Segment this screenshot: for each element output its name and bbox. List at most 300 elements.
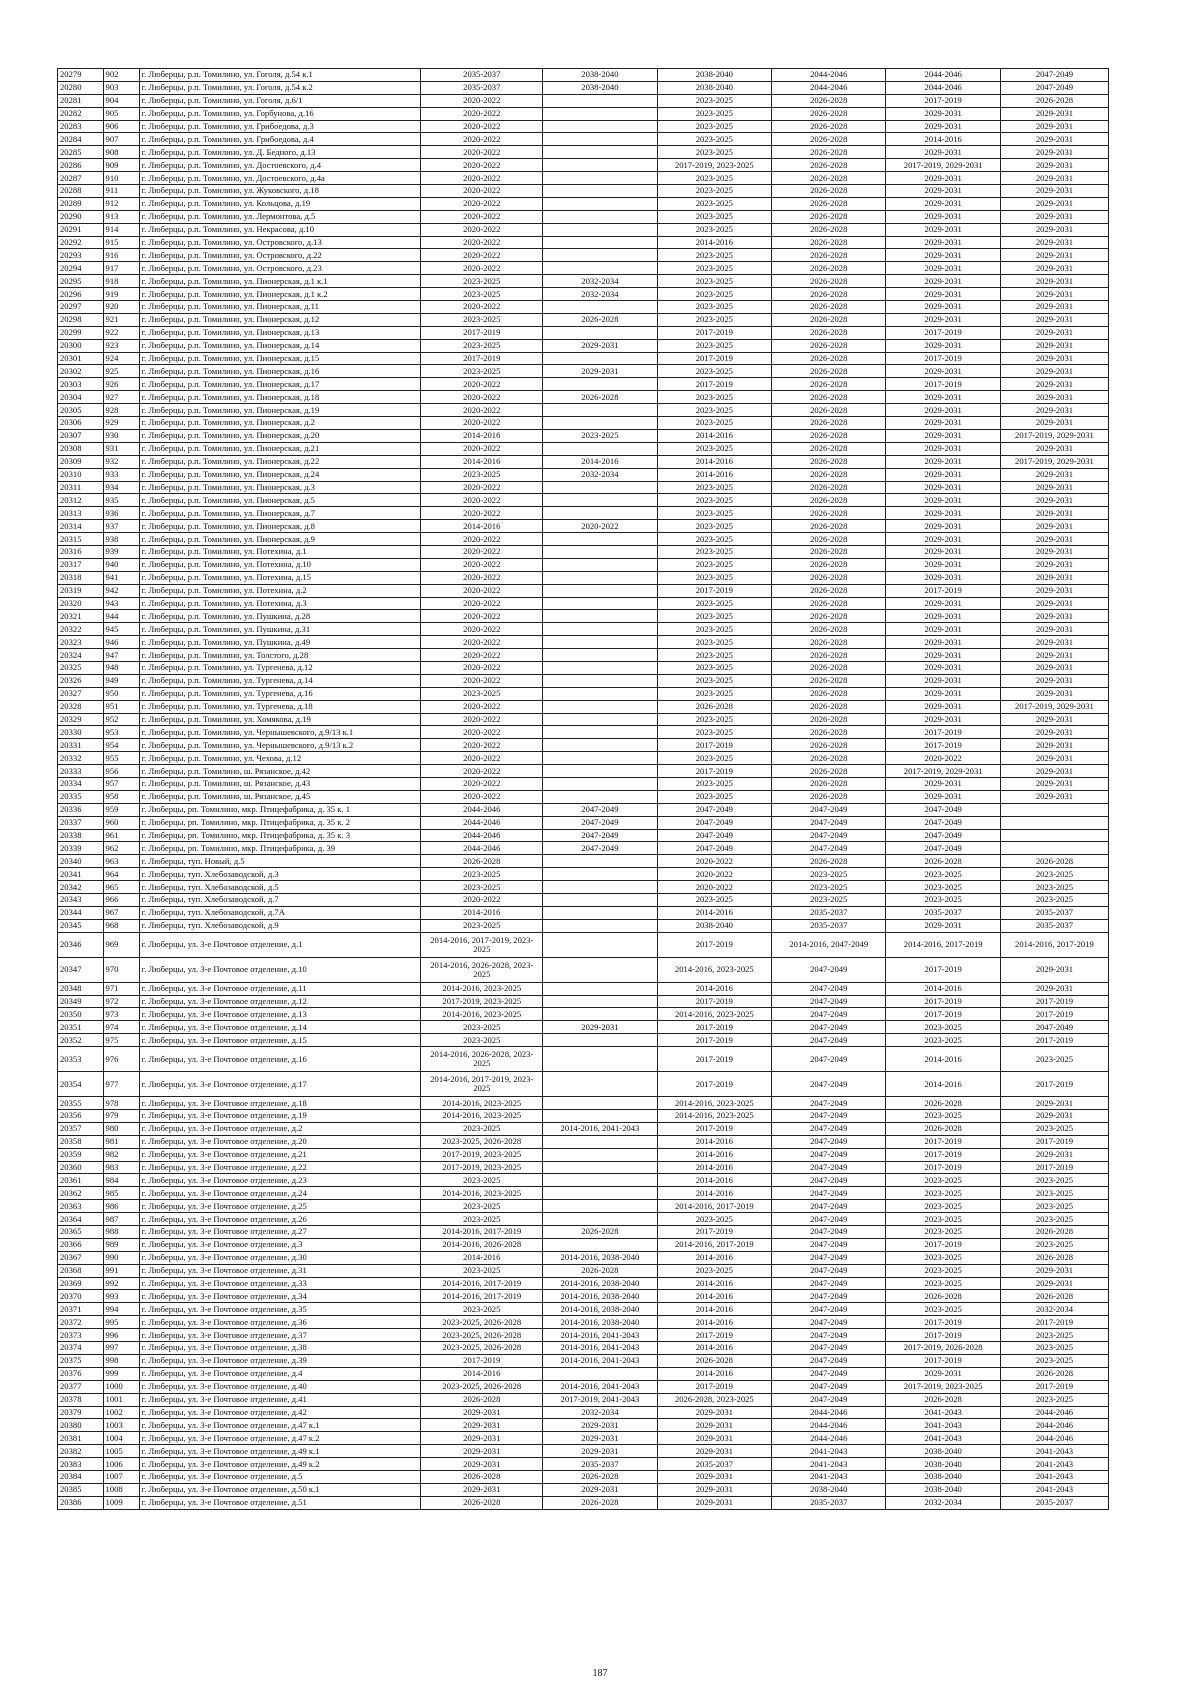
period-cell-6: 2014-2016, 2017-2019 — [1000, 932, 1108, 957]
period-cell-6: 2029-2031 — [1000, 223, 1108, 236]
period-cell-1: 2020-2022 — [421, 700, 543, 713]
address-cell: г. Люберцы, р.п. Томилино, ул. Пионерская, д.2 — [139, 417, 421, 430]
period-cell-3: 2023-2025 — [657, 339, 771, 352]
period-cell-1: 2020-2022 — [421, 765, 543, 778]
period-cell-6: 2017-2019 — [1000, 995, 1108, 1008]
period-cell-1: 2014-2016, 2023-2025 — [421, 1097, 543, 1110]
table-row — [58, 288, 1109, 301]
period-cell-3: 2026-2028, 2023-2025 — [657, 1393, 771, 1406]
table-row — [58, 1148, 1109, 1161]
period-cell-4: 2047-2049 — [772, 1200, 886, 1213]
address-cell: г. Люберцы, р.п. Томилино, ул. Горбунова, д.16 — [139, 107, 421, 120]
code-cell: 971 — [103, 982, 139, 995]
address-cell: г. Люберцы, р.п. Томилино, ул. Толстого, д.28 — [139, 649, 421, 662]
address-cell: г. Люберцы, р.п. Томилино, ул. Пионерская, д.21 — [139, 442, 421, 455]
table-row — [58, 378, 1109, 391]
period-cell-2 — [543, 107, 657, 120]
code-cell: 1005 — [103, 1445, 139, 1458]
period-cell-6: 2029-2031 — [1000, 1264, 1108, 1277]
code-cell: 958 — [103, 790, 139, 803]
period-cell-4: 2047-2049 — [772, 842, 886, 855]
period-cell-1: 2014-2016 — [421, 906, 543, 919]
period-cell-5: 2017-2019 — [886, 1135, 1000, 1148]
code-cell: 995 — [103, 1316, 139, 1329]
period-cell-2 — [543, 739, 657, 752]
address-cell: г. Люберцы, р.п. Томилино, ул. Пионерская, д.12 — [139, 313, 421, 326]
period-cell-3: 2023-2025 — [657, 1264, 771, 1277]
period-cell-1: 2044-2046 — [421, 816, 543, 829]
period-cell-5: 2029-2031 — [886, 533, 1000, 546]
period-cell-6: 2029-2031 — [1000, 391, 1108, 404]
period-cell-5: 2017-2019, 2026-2028 — [886, 1342, 1000, 1355]
period-cell-2 — [543, 442, 657, 455]
period-cell-2 — [543, 1161, 657, 1174]
address-cell: г. Люберцы, ул. 3-е Почтовое отделение, д.20 — [139, 1135, 421, 1148]
period-cell-2 — [543, 210, 657, 223]
period-cell-5: 2029-2031 — [886, 623, 1000, 636]
period-cell-3: 2023-2025 — [657, 752, 771, 765]
row-id-cell: 20290 — [58, 210, 104, 223]
code-cell: 902 — [103, 69, 139, 82]
row-id-cell: 20303 — [58, 378, 104, 391]
table-row — [58, 881, 1109, 894]
code-cell: 925 — [103, 365, 139, 378]
period-cell-2: 2029-2031 — [543, 1419, 657, 1432]
row-id-cell: 20345 — [58, 919, 104, 932]
period-cell-5: 2029-2031 — [886, 262, 1000, 275]
period-cell-5: 2029-2031 — [886, 520, 1000, 533]
period-cell-5: 2029-2031 — [886, 365, 1000, 378]
address-cell: г. Люберцы, р.п. Томилино, ул. Пионерская, д.1 к.2 — [139, 288, 421, 301]
period-cell-1: 2023-2025 — [421, 365, 543, 378]
period-cell-4: 2026-2028 — [772, 326, 886, 339]
period-cell-3: 2038-2040 — [657, 919, 771, 932]
period-cell-3: 2023-2025 — [657, 494, 771, 507]
period-cell-3: 2014-2016, 2023-2025 — [657, 1008, 771, 1021]
period-cell-4: 2026-2028 — [772, 94, 886, 107]
period-cell-1: 2017-2019, 2023-2025 — [421, 1161, 543, 1174]
period-cell-2: 2020-2022 — [543, 520, 657, 533]
code-cell: 933 — [103, 468, 139, 481]
period-cell-6: 2029-2031 — [1000, 1097, 1108, 1110]
row-id-cell: 20298 — [58, 313, 104, 326]
table-row — [58, 571, 1109, 584]
period-cell-4: 2047-2049 — [772, 1021, 886, 1034]
period-cell-4: 2026-2028 — [772, 661, 886, 674]
row-id-cell: 20330 — [58, 726, 104, 739]
row-id-cell: 20312 — [58, 494, 104, 507]
period-cell-6: 2029-2031 — [1000, 172, 1108, 185]
period-cell-2 — [543, 262, 657, 275]
period-cell-5: 2017-2019 — [886, 1008, 1000, 1021]
code-cell: 973 — [103, 1008, 139, 1021]
period-cell-2: 2014-2016, 2041-2043 — [543, 1354, 657, 1367]
address-cell: г. Люберцы, туп. Хлебозаводской, д.5 — [139, 881, 421, 894]
period-cell-6: 2044-2046 — [1000, 1406, 1108, 1419]
period-cell-4: 2026-2028 — [772, 133, 886, 146]
period-cell-6: 2029-2031 — [1000, 558, 1108, 571]
period-cell-5: 2014-2016 — [886, 982, 1000, 995]
period-cell-3: 2029-2031 — [657, 1496, 771, 1509]
address-cell: г. Люберцы, р.п. Томилино, ул. Потехина, д.2 — [139, 584, 421, 597]
period-cell-5: 2047-2049 — [886, 803, 1000, 816]
period-cell-1: 2023-2025, 2026-2028 — [421, 1135, 543, 1148]
code-cell: 941 — [103, 571, 139, 584]
period-cell-1: 2014-2016 — [421, 455, 543, 468]
period-cell-4: 2026-2028 — [772, 249, 886, 262]
period-cell-6: 2029-2031 — [1000, 185, 1108, 198]
period-cell-2 — [543, 726, 657, 739]
table-body — [58, 69, 1109, 1510]
period-cell-2: 2014-2016, 2038-2040 — [543, 1251, 657, 1264]
table-row — [58, 661, 1109, 674]
period-cell-3: 2014-2016 — [657, 1277, 771, 1290]
period-cell-2 — [543, 571, 657, 584]
row-id-cell: 20286 — [58, 159, 104, 172]
period-cell-1: 2029-2031 — [421, 1483, 543, 1496]
period-cell-1: 2020-2022 — [421, 249, 543, 262]
address-cell: г. Люберцы, р.п. Томилино, ул. Чернышевского, д.9/13 к.2 — [139, 739, 421, 752]
period-cell-6: 2029-2031 — [1000, 339, 1108, 352]
period-cell-3: 2014-2016 — [657, 1316, 771, 1329]
period-cell-2 — [543, 1148, 657, 1161]
code-cell: 981 — [103, 1135, 139, 1148]
period-cell-2 — [543, 752, 657, 765]
period-cell-4: 2038-2040 — [772, 1483, 886, 1496]
period-cell-3: 2023-2025 — [657, 481, 771, 494]
period-cell-1: 2014-2016, 2026-2028 — [421, 1238, 543, 1251]
period-cell-4: 2047-2049 — [772, 1329, 886, 1342]
table-row — [58, 1354, 1109, 1367]
period-cell-3: 2014-2016 — [657, 1290, 771, 1303]
period-cell-6: 2047-2049 — [1000, 81, 1108, 94]
row-id-cell: 20299 — [58, 326, 104, 339]
address-cell: г. Люберцы, р.п. Томилино, ул. Пионерская, д.3 — [139, 481, 421, 494]
period-cell-2 — [543, 1047, 657, 1072]
address-cell: г. Люберцы, ул. 3-е Почтовое отделение, д.41 — [139, 1393, 421, 1406]
period-cell-2 — [543, 1200, 657, 1213]
table-row — [58, 417, 1109, 430]
period-cell-2 — [543, 1238, 657, 1251]
address-cell: г. Люберцы, ул. 3-е Почтовое отделение, д.19 — [139, 1110, 421, 1123]
row-id-cell: 20332 — [58, 752, 104, 765]
period-cell-3: 2017-2019 — [657, 378, 771, 391]
address-cell: г. Люберцы, р.п. Томилино, ул. Тургенева, д.12 — [139, 661, 421, 674]
period-cell-3: 2020-2022 — [657, 881, 771, 894]
address-cell: г. Люберцы, р.п. Томилино, ул. Хомякова, д.19 — [139, 713, 421, 726]
row-id-cell: 20304 — [58, 391, 104, 404]
period-cell-3: 2038-2040 — [657, 81, 771, 94]
period-cell-2 — [543, 558, 657, 571]
period-cell-6: 2035-2037 — [1000, 1496, 1108, 1509]
period-cell-3: 2023-2025 — [657, 545, 771, 558]
period-cell-2 — [543, 700, 657, 713]
period-cell-4: 2026-2028 — [772, 210, 886, 223]
row-id-cell: 20381 — [58, 1432, 104, 1445]
code-cell: 994 — [103, 1303, 139, 1316]
period-cell-4: 2026-2028 — [772, 545, 886, 558]
period-cell-2 — [543, 146, 657, 159]
period-cell-2: 2014-2016, 2041-2043 — [543, 1329, 657, 1342]
period-cell-4: 2026-2028 — [772, 236, 886, 249]
table-row — [58, 1277, 1109, 1290]
table-row — [58, 1432, 1109, 1445]
table-row — [58, 507, 1109, 520]
period-cell-6: 2023-2025 — [1000, 1342, 1108, 1355]
table-row — [58, 1161, 1109, 1174]
row-id-cell: 20309 — [58, 455, 104, 468]
period-cell-6 — [1000, 842, 1108, 855]
period-cell-5: 2029-2031 — [886, 442, 1000, 455]
period-cell-2 — [543, 481, 657, 494]
period-cell-2: 2026-2028 — [543, 1496, 657, 1509]
table-row — [58, 1458, 1109, 1471]
row-id-cell: 20382 — [58, 1445, 104, 1458]
table-row — [58, 1445, 1109, 1458]
address-cell: г. Люберцы, ул. 3-е Почтовое отделение, д.38 — [139, 1342, 421, 1355]
code-cell: 997 — [103, 1342, 139, 1355]
address-cell: г. Люберцы, рп. Томилино, мкр. Птицефабрика, д. 35 к. 2 — [139, 816, 421, 829]
row-id-cell: 20325 — [58, 661, 104, 674]
table-row — [58, 146, 1109, 159]
period-cell-6: 2023-2025 — [1000, 1238, 1108, 1251]
period-cell-1: 2029-2031 — [421, 1432, 543, 1445]
period-cell-4: 2047-2049 — [772, 1034, 886, 1047]
address-cell: г. Люберцы, р.п. Томилино, ул. Некрасова, д.10 — [139, 223, 421, 236]
period-cell-1: 2014-2016, 2026-2028, 2023-2025 — [421, 957, 543, 982]
table-row — [58, 185, 1109, 198]
period-cell-5: 2023-2025 — [886, 868, 1000, 881]
row-id-cell: 20357 — [58, 1122, 104, 1135]
address-cell: г. Люберцы, ул. 3-е Почтовое отделение, д.26 — [139, 1213, 421, 1226]
period-cell-5: 2038-2040 — [886, 1458, 1000, 1471]
row-id-cell: 20359 — [58, 1148, 104, 1161]
address-cell: г. Люберцы, р.п. Томилино, ул. Пушкина, д.28 — [139, 610, 421, 623]
address-cell: г. Люберцы, ул. 3-е Почтовое отделение, д.21 — [139, 1148, 421, 1161]
period-cell-2: 2047-2049 — [543, 829, 657, 842]
period-cell-3: 2026-2028 — [657, 1354, 771, 1367]
period-cell-5: 2023-2025 — [886, 1277, 1000, 1290]
table-row — [58, 262, 1109, 275]
period-cell-1: 2020-2022 — [421, 533, 543, 546]
address-cell: г. Люберцы, р.п. Томилино, ул. Пионерская, д.24 — [139, 468, 421, 481]
address-cell: г. Люберцы, р.п. Томилино, ул. Пионерская, д.20 — [139, 429, 421, 442]
row-id-cell: 20349 — [58, 995, 104, 1008]
period-cell-1: 2020-2022 — [421, 159, 543, 172]
code-cell: 954 — [103, 739, 139, 752]
table-row — [58, 1419, 1109, 1432]
address-cell: г. Люберцы, р.п. Томилино, ул. Кольцова, д.19 — [139, 197, 421, 210]
period-cell-5: 2026-2028 — [886, 855, 1000, 868]
period-cell-4: 2026-2028 — [772, 765, 886, 778]
period-cell-2: 2029-2031 — [543, 1021, 657, 1034]
row-id-cell: 20283 — [58, 120, 104, 133]
period-cell-3: 2017-2019 — [657, 1072, 771, 1097]
period-cell-1: 2020-2022 — [421, 726, 543, 739]
period-cell-2: 2014-2016, 2041-2043 — [543, 1122, 657, 1135]
period-cell-5: 2029-2031 — [886, 481, 1000, 494]
code-cell: 993 — [103, 1290, 139, 1303]
period-cell-2 — [543, 777, 657, 790]
period-cell-5: 2023-2025 — [886, 1213, 1000, 1226]
period-cell-4: 2047-2049 — [772, 803, 886, 816]
row-id-cell: 20342 — [58, 881, 104, 894]
period-cell-4: 2047-2049 — [772, 1277, 886, 1290]
address-cell: г. Люберцы, р.п. Томилино, ул. Пушкина, д.49 — [139, 636, 421, 649]
period-cell-2 — [543, 172, 657, 185]
period-cell-5: 2017-2019 — [886, 995, 1000, 1008]
period-cell-2 — [543, 352, 657, 365]
period-cell-1: 2020-2022 — [421, 610, 543, 623]
period-cell-5: 2020-2022 — [886, 752, 1000, 765]
period-cell-6: 2029-2031 — [1000, 249, 1108, 262]
period-cell-3: 2023-2025 — [657, 790, 771, 803]
code-cell: 949 — [103, 674, 139, 687]
code-cell: 966 — [103, 894, 139, 907]
period-cell-1: 2023-2025 — [421, 275, 543, 288]
period-cell-6: 2044-2046 — [1000, 1432, 1108, 1445]
code-cell: 963 — [103, 855, 139, 868]
period-cell-4: 2023-2025 — [772, 894, 886, 907]
code-cell: 904 — [103, 94, 139, 107]
period-cell-3: 2029-2031 — [657, 1470, 771, 1483]
period-cell-5: 2029-2031 — [886, 339, 1000, 352]
row-id-cell: 20379 — [58, 1406, 104, 1419]
period-cell-6: 2029-2031 — [1000, 146, 1108, 159]
row-id-cell: 20308 — [58, 442, 104, 455]
period-cell-6: 2029-2031 — [1000, 623, 1108, 636]
period-cell-6: 2023-2025 — [1000, 868, 1108, 881]
period-cell-6: 2044-2046 — [1000, 1419, 1108, 1432]
row-id-cell: 20331 — [58, 739, 104, 752]
row-id-cell: 20329 — [58, 713, 104, 726]
table-row — [58, 1264, 1109, 1277]
row-id-cell: 20315 — [58, 533, 104, 546]
table-row — [58, 1316, 1109, 1329]
period-cell-1: 2020-2022 — [421, 301, 543, 314]
table-row — [58, 995, 1109, 1008]
period-cell-3: 2029-2031 — [657, 1406, 771, 1419]
table-row — [58, 275, 1109, 288]
period-cell-5: 2029-2031 — [886, 700, 1000, 713]
period-cell-5: 2023-2025 — [886, 1021, 1000, 1034]
code-cell: 1002 — [103, 1406, 139, 1419]
period-cell-5: 2029-2031 — [886, 172, 1000, 185]
period-cell-1: 2020-2022 — [421, 146, 543, 159]
period-cell-5: 2017-2019 — [886, 94, 1000, 107]
table-row — [58, 1072, 1109, 1097]
period-cell-1: 2020-2022 — [421, 185, 543, 198]
period-cell-5: 2047-2049 — [886, 816, 1000, 829]
period-cell-1: 2029-2031 — [421, 1458, 543, 1471]
table-row — [58, 404, 1109, 417]
period-cell-6: 2029-2031 — [1000, 275, 1108, 288]
period-cell-3: 2017-2019 — [657, 1380, 771, 1393]
table-row — [58, 545, 1109, 558]
table-row — [58, 326, 1109, 339]
period-cell-5: 2017-2019 — [886, 1316, 1000, 1329]
period-cell-4: 2026-2028 — [772, 288, 886, 301]
row-id-cell: 20336 — [58, 803, 104, 816]
period-cell-5: 2026-2028 — [886, 1122, 1000, 1135]
period-cell-6: 2029-2031 — [1000, 107, 1108, 120]
period-cell-3: 2014-2016 — [657, 468, 771, 481]
address-cell: г. Люберцы, ул. 3-е Почтовое отделение, д.18 — [139, 1097, 421, 1110]
period-cell-5: 2017-2019 — [886, 726, 1000, 739]
period-cell-4: 2026-2028 — [772, 391, 886, 404]
period-cell-4: 2047-2049 — [772, 816, 886, 829]
period-cell-5: 2017-2019 — [886, 1161, 1000, 1174]
period-cell-1: 2020-2022 — [421, 107, 543, 120]
address-cell: г. Люберцы, р.п. Томилино, ул. Грибоедова, д.4 — [139, 133, 421, 146]
period-cell-1: 2020-2022 — [421, 584, 543, 597]
period-cell-6: 2029-2031 — [1000, 494, 1108, 507]
period-cell-6: 2017-2019 — [1000, 1008, 1108, 1021]
period-cell-4: 2026-2028 — [772, 223, 886, 236]
code-cell: 921 — [103, 313, 139, 326]
table-row — [58, 301, 1109, 314]
period-cell-2: 2038-2040 — [543, 69, 657, 82]
period-cell-5: 2029-2031 — [886, 636, 1000, 649]
period-cell-1: 2020-2022 — [421, 636, 543, 649]
period-cell-6: 2026-2028 — [1000, 1251, 1108, 1264]
row-id-cell: 20380 — [58, 1419, 104, 1432]
code-cell: 960 — [103, 816, 139, 829]
period-cell-1: 2044-2046 — [421, 842, 543, 855]
row-id-cell: 20292 — [58, 236, 104, 249]
table-row — [58, 726, 1109, 739]
period-cell-1: 2017-2019 — [421, 326, 543, 339]
period-cell-4: 2026-2028 — [772, 404, 886, 417]
address-cell: г. Люберцы, ул. 3-е Почтовое отделение, д.17 — [139, 1072, 421, 1097]
period-cell-3: 2017-2019 — [657, 352, 771, 365]
code-cell: 983 — [103, 1161, 139, 1174]
period-cell-6: 2026-2028 — [1000, 1226, 1108, 1239]
period-cell-4: 2047-2049 — [772, 1097, 886, 1110]
table-row — [58, 894, 1109, 907]
table-row — [58, 1135, 1109, 1148]
period-cell-2 — [543, 94, 657, 107]
table-row — [58, 868, 1109, 881]
address-cell: г. Люберцы, р.п. Томилино, ул. Пионерская, д.17 — [139, 378, 421, 391]
code-cell: 977 — [103, 1072, 139, 1097]
row-id-cell: 20323 — [58, 636, 104, 649]
period-cell-2 — [543, 906, 657, 919]
period-cell-3: 2014-2016 — [657, 1148, 771, 1161]
row-id-cell: 20352 — [58, 1034, 104, 1047]
period-cell-5: 2017-2019 — [886, 378, 1000, 391]
period-cell-1: 2020-2022 — [421, 790, 543, 803]
address-cell: г. Люберцы, ул. 3-е Почтовое отделение, д.37 — [139, 1329, 421, 1342]
period-cell-5: 2017-2019 — [886, 326, 1000, 339]
table-row — [58, 919, 1109, 932]
period-cell-5: 2017-2019 — [886, 1354, 1000, 1367]
table-row — [58, 107, 1109, 120]
period-cell-6: 2023-2025 — [1000, 1213, 1108, 1226]
period-cell-5: 2023-2025 — [886, 1303, 1000, 1316]
period-cell-6: 2023-2025 — [1000, 1187, 1108, 1200]
period-cell-2 — [543, 494, 657, 507]
period-cell-3: 2047-2049 — [657, 842, 771, 855]
period-cell-6: 2041-2043 — [1000, 1483, 1108, 1496]
address-cell: г. Люберцы, ул. 3-е Почтовое отделение, д.16 — [139, 1047, 421, 1072]
table-row — [58, 636, 1109, 649]
period-cell-2: 2026-2028 — [543, 1470, 657, 1483]
address-cell: г. Люберцы, р.п. Томилино, ул. Островского, д.23 — [139, 262, 421, 275]
period-cell-3: 2014-2016 — [657, 982, 771, 995]
row-id-cell: 20310 — [58, 468, 104, 481]
code-cell: 932 — [103, 455, 139, 468]
